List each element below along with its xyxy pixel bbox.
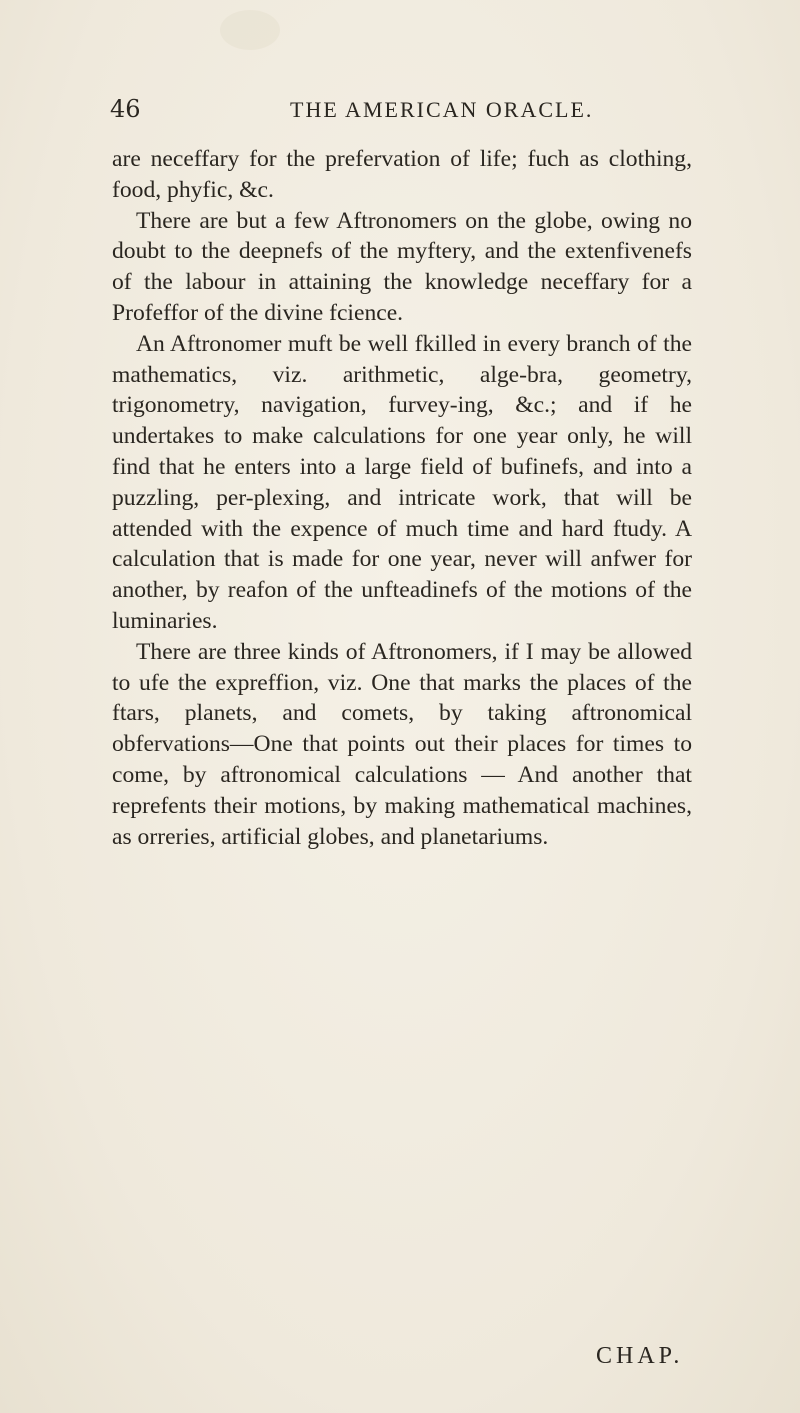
paragraph: There are but a few Aftronomers on the globe, owing no doubt to the deepnefs of the myftery, and the extenfivenefs of the labour in attaining the knowledge neceffary for a Profeffor of the divine fcience. <box>112 207 692 326</box>
running-title: THE AMERICAN ORACLE. <box>290 97 594 122</box>
paragraph: are neceffary for the prefervation of life; fuch as clothing, food, phyfic, &c. <box>112 146 692 203</box>
page-number: 46 <box>110 95 141 123</box>
page-header <box>110 95 710 129</box>
paragraph: An Aftronomer muft be well fkilled in every branch of the mathematics, viz. arithmetic, alge-bra, geometry, trigonometry, navigation, furvey-ing, &c.; and if he undertakes to make calculations for one year only, he will find that he enters into a large field of bufinefs, and into a puzzling, per-plexing, and intricate work, that will be attended with the expence of much time and hard ftudy. A calculation that is made for one year, never will anfwer for another, by reafon of the unfteadinefs of the motions of the luminaries. <box>112 330 692 634</box>
paper-stain <box>220 10 280 50</box>
catchword: CHAP. <box>596 1343 684 1369</box>
body-text <box>112 144 692 852</box>
paragraph: There are three kinds of Aftronomers, if I may be allowed to ufe the expreffion, viz. One that marks the places of the ftars, planets, and comets, by taking aftronomical obfervations—One that points out their places for times to come, by aftronomical calculations — And another that reprefents their motions, by making mathematical machines, as orreries, artificial globes, and planetariums. <box>112 638 692 850</box>
